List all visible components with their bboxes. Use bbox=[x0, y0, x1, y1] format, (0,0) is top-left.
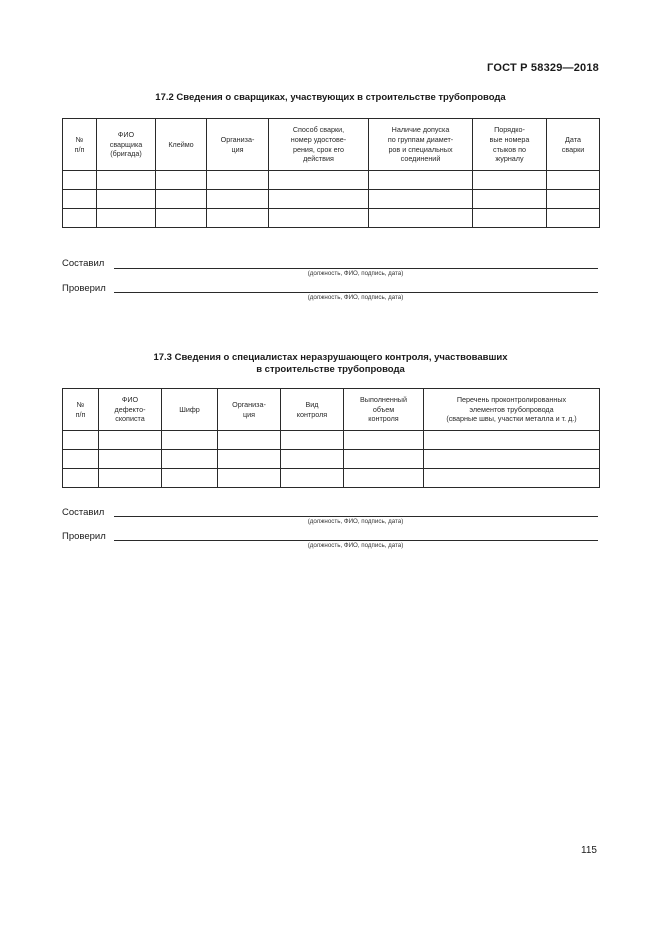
table-cell[interactable] bbox=[156, 209, 207, 228]
checked-by-label: Проверил bbox=[62, 283, 106, 294]
table-cell[interactable] bbox=[218, 469, 281, 488]
table-cell[interactable] bbox=[344, 431, 424, 450]
column-header: № п/п bbox=[63, 119, 97, 171]
column-header: Наличие допуска по группам диамет- ров и специальных соединений bbox=[369, 119, 473, 171]
table-cell[interactable] bbox=[156, 171, 207, 190]
table-cell[interactable] bbox=[97, 209, 156, 228]
table-cell[interactable] bbox=[99, 450, 162, 469]
section-17-2-title: 17.2 Сведения о сварщиках, участвующих в строительстве трубопровода bbox=[155, 92, 506, 103]
column-header: Организа- ция bbox=[207, 119, 269, 171]
page-number: 115 bbox=[581, 845, 597, 856]
table-cell[interactable] bbox=[369, 190, 473, 209]
ndt-specialists-table bbox=[62, 388, 600, 488]
table-cell[interactable] bbox=[473, 209, 547, 228]
table-row bbox=[63, 469, 600, 488]
table-cell[interactable] bbox=[162, 469, 218, 488]
table-header-row bbox=[63, 119, 600, 171]
table-cell[interactable] bbox=[424, 450, 600, 469]
table-cell[interactable] bbox=[547, 209, 600, 228]
table-cell[interactable] bbox=[63, 190, 97, 209]
table-cell[interactable] bbox=[162, 431, 218, 450]
table-cell[interactable] bbox=[63, 171, 97, 190]
column-header: № п/п bbox=[63, 389, 99, 431]
checked-by-hint: (должность, ФИО, подпись, дата) bbox=[307, 542, 404, 549]
checked-by-hint: (должность, ФИО, подпись, дата) bbox=[307, 294, 404, 301]
compiled-by-hint: (должность, ФИО, подпись, дата) bbox=[307, 518, 404, 525]
table-cell[interactable] bbox=[63, 469, 99, 488]
table-cell[interactable] bbox=[99, 431, 162, 450]
table-cell[interactable] bbox=[162, 450, 218, 469]
column-header: Организа- ция bbox=[218, 389, 281, 431]
compiled-by-signature-line[interactable] bbox=[114, 268, 598, 269]
column-header: ФИО дефекто- скописта bbox=[99, 389, 162, 431]
table-cell[interactable] bbox=[547, 190, 600, 209]
welders-table bbox=[62, 118, 600, 228]
compiled-by-label: Составил bbox=[62, 507, 105, 518]
table-cell[interactable] bbox=[63, 431, 99, 450]
table-cell[interactable] bbox=[218, 450, 281, 469]
table-cell[interactable] bbox=[547, 171, 600, 190]
column-header: Выполненный объем контроля bbox=[344, 389, 424, 431]
checked-by-signature-line[interactable] bbox=[114, 540, 598, 541]
table-cell[interactable] bbox=[99, 469, 162, 488]
table-cell[interactable] bbox=[269, 171, 369, 190]
section-17-3-title-line2: в строительстве трубопровода bbox=[256, 364, 405, 375]
table-cell[interactable] bbox=[473, 190, 547, 209]
table-header-row bbox=[63, 389, 600, 431]
table-row bbox=[63, 209, 600, 228]
table-cell[interactable] bbox=[281, 450, 344, 469]
table-cell[interactable] bbox=[218, 431, 281, 450]
table-cell[interactable] bbox=[97, 171, 156, 190]
column-header: Шифр bbox=[162, 389, 218, 431]
table-row bbox=[63, 190, 600, 209]
column-header: Порядко- вые номера стыков по журналу bbox=[473, 119, 547, 171]
checked-by-label: Проверил bbox=[62, 531, 106, 542]
document-code: ГОСТ Р 58329—2018 bbox=[487, 62, 599, 74]
table-row bbox=[63, 450, 600, 469]
table-cell[interactable] bbox=[424, 469, 600, 488]
table-cell[interactable] bbox=[63, 209, 97, 228]
table-cell[interactable] bbox=[269, 190, 369, 209]
table-cell[interactable] bbox=[207, 209, 269, 228]
table-cell[interactable] bbox=[207, 190, 269, 209]
table-cell[interactable] bbox=[207, 171, 269, 190]
section-17-3-title-line1: 17.3 Сведения о специалистах неразрушающего контроля, участвовавших bbox=[153, 352, 508, 363]
table-cell[interactable] bbox=[473, 171, 547, 190]
table-cell[interactable] bbox=[156, 190, 207, 209]
column-header: Вид контроля bbox=[281, 389, 344, 431]
table-cell[interactable] bbox=[281, 469, 344, 488]
table-cell[interactable] bbox=[424, 431, 600, 450]
table-cell[interactable] bbox=[269, 209, 369, 228]
table-cell[interactable] bbox=[97, 190, 156, 209]
table-cell[interactable] bbox=[369, 209, 473, 228]
compiled-by-hint: (должность, ФИО, подпись, дата) bbox=[307, 270, 404, 277]
table-cell[interactable] bbox=[344, 469, 424, 488]
column-header: Перечень проконтролированных элементов трубопровода (сварные швы, участки металла и т. д.) bbox=[424, 389, 600, 431]
compiled-by-signature-line[interactable] bbox=[114, 516, 598, 517]
table-row bbox=[63, 171, 600, 190]
column-header: ФИО сварщика (бригада) bbox=[97, 119, 156, 171]
table-row bbox=[63, 431, 600, 450]
column-header: Способ сварки, номер удостове- рения, срок его действия bbox=[269, 119, 369, 171]
column-header: Дата сварки bbox=[547, 119, 600, 171]
checked-by-signature-line[interactable] bbox=[114, 292, 598, 293]
column-header: Клеймо bbox=[156, 119, 207, 171]
table-cell[interactable] bbox=[63, 450, 99, 469]
table-cell[interactable] bbox=[344, 450, 424, 469]
table-cell[interactable] bbox=[369, 171, 473, 190]
table-cell[interactable] bbox=[281, 431, 344, 450]
compiled-by-label: Составил bbox=[62, 258, 105, 269]
